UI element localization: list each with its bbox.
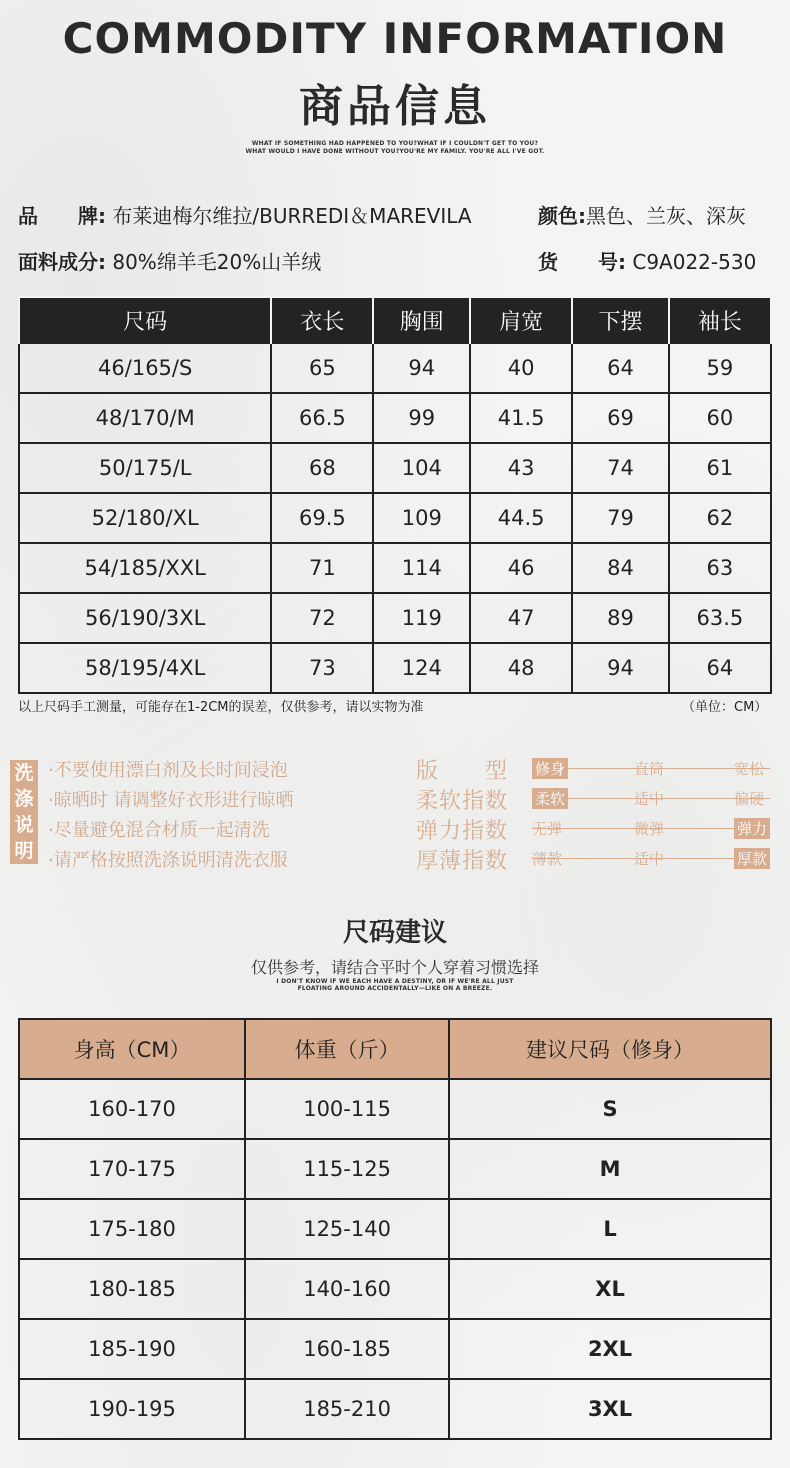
spec-cell: 60 bbox=[669, 393, 771, 443]
wash-item-3: ·尽量避免混合材质一起清洗 bbox=[48, 820, 270, 841]
height-cell: 160-170 bbox=[19, 1079, 245, 1139]
suggestion-header-cell: 体重（斤） bbox=[245, 1019, 449, 1079]
size-suggestion-table bbox=[18, 1018, 772, 1440]
weight-cell: 125-140 bbox=[245, 1199, 449, 1259]
brand-value: 布莱迪梅尔维拉/BURREDI＆MAREVILA bbox=[112, 204, 472, 228]
spec-cell: 84 bbox=[572, 543, 669, 593]
spec-row bbox=[19, 393, 771, 443]
wash-item-2: ·晾晒时 请调整好衣形进行晾晒 bbox=[48, 790, 294, 811]
spec-cell: 48 bbox=[470, 643, 572, 693]
spec-cell: 63.5 bbox=[669, 593, 771, 643]
fabric-label: 面料成分: bbox=[18, 250, 106, 274]
height-cell: 175-180 bbox=[19, 1199, 245, 1259]
size-cell: L bbox=[449, 1199, 771, 1259]
brand-label: 品 牌: bbox=[18, 204, 106, 228]
unit-note: （单位：CM） bbox=[682, 700, 768, 715]
suggestion-header-cell: 建议尺码（修身） bbox=[449, 1019, 771, 1079]
english-title: COMMODITY INFORMATION bbox=[62, 14, 728, 63]
attribute-option: 适中 bbox=[634, 790, 665, 808]
attribute-option: 偏硬 bbox=[734, 790, 765, 808]
spec-cell: 104 bbox=[373, 443, 470, 493]
spec-cell: 69 bbox=[572, 393, 669, 443]
tagline-line-1: WHAT IF SOMETHING HAD HAPPENED TO YOU?WHAT IF I COULDN'T GET TO YOU? bbox=[251, 140, 539, 147]
weight-cell: 185-210 bbox=[245, 1379, 449, 1439]
spec-cell: 48/170/M bbox=[19, 393, 271, 443]
attribute-option: 宽松 bbox=[734, 760, 765, 778]
size-cell: S bbox=[449, 1079, 771, 1139]
suggestion-tagline-1: I DON'T KNOW IF WE EACH HAVE A DESTINY, OR IF WE'RE ALL JUST bbox=[276, 978, 514, 985]
spec-cell: 62 bbox=[669, 493, 771, 543]
attribute-option: 微弹 bbox=[634, 820, 665, 838]
spec-row bbox=[19, 643, 771, 693]
size-suggestion-title: 尺码建议 bbox=[342, 918, 447, 948]
height-cell: 185-190 bbox=[19, 1319, 245, 1379]
attribute-option-selected: 弹力 bbox=[734, 818, 770, 839]
color-label: 颜色: bbox=[538, 204, 586, 228]
spec-cell: 58/195/4XL bbox=[19, 643, 271, 693]
spec-cell: 46 bbox=[470, 543, 572, 593]
size-suggestion-subtitle: 仅供参考，请结合平时个人穿着习惯选择 bbox=[250, 958, 539, 977]
spec-cell: 94 bbox=[572, 643, 669, 693]
spec-cell: 43 bbox=[470, 443, 572, 493]
spec-row bbox=[19, 493, 771, 543]
wash-item-4: ·请严格按照洗涤说明清洗衣服 bbox=[48, 850, 288, 871]
tagline-line-2: WHAT WOULD I HAVE DONE WITHOUT YOU?YOU'RE MY FAMILY. YOU'RE ALL I'VE GOT. bbox=[245, 148, 545, 155]
spec-cell: 44.5 bbox=[470, 493, 572, 543]
fabric-row bbox=[18, 246, 321, 275]
size-cell: XL bbox=[449, 1259, 771, 1319]
spec-row bbox=[19, 593, 771, 643]
spec-cell: 79 bbox=[572, 493, 669, 543]
spec-cell: 68 bbox=[271, 443, 373, 493]
spec-header-cell: 衣长 bbox=[271, 297, 373, 343]
spec-cell: 56/190/3XL bbox=[19, 593, 271, 643]
spec-cell: 72 bbox=[271, 593, 373, 643]
spec-cell: 63 bbox=[669, 543, 771, 593]
spec-cell: 40 bbox=[470, 343, 572, 393]
spec-cell: 66.5 bbox=[271, 393, 373, 443]
attribute-option-selected: 厚款 bbox=[734, 848, 770, 869]
spec-table-body bbox=[19, 343, 771, 693]
attribute-option: 适中 bbox=[634, 850, 665, 868]
spec-row bbox=[19, 343, 771, 393]
size-cell: 3XL bbox=[449, 1379, 771, 1439]
sku-label: 货 号: bbox=[538, 250, 626, 274]
spec-cell: 64 bbox=[572, 343, 669, 393]
measurement-note: 以上尺码手工测量，可能存在1-2CM的误差，仅供参考，请以实物为准 bbox=[18, 700, 424, 715]
spec-cell: 119 bbox=[373, 593, 470, 643]
attribute-option: 直筒 bbox=[634, 760, 665, 778]
attribute-option: 薄款 bbox=[532, 850, 563, 868]
wash-item-1: ·不要使用漂白剂及长时间浸泡 bbox=[48, 760, 288, 781]
spec-cell: 99 bbox=[373, 393, 470, 443]
height-cell: 190-195 bbox=[19, 1379, 245, 1439]
spec-cell: 71 bbox=[271, 543, 373, 593]
suggestion-row bbox=[19, 1259, 771, 1319]
suggestion-row bbox=[19, 1199, 771, 1259]
spec-cell: 69.5 bbox=[271, 493, 373, 543]
size-spec-table bbox=[18, 296, 772, 694]
spec-cell: 65 bbox=[271, 343, 373, 393]
spec-cell: 50/175/L bbox=[19, 443, 271, 493]
color-row bbox=[538, 200, 746, 229]
suggestion-row bbox=[19, 1139, 771, 1199]
spec-cell: 73 bbox=[271, 643, 373, 693]
attribute-label: 柔软指数 bbox=[416, 789, 509, 814]
spec-row bbox=[19, 443, 771, 493]
sku-row bbox=[538, 246, 756, 275]
height-cell: 180-185 bbox=[19, 1259, 245, 1319]
chinese-title: 商品信息 bbox=[299, 81, 491, 132]
height-cell: 170-175 bbox=[19, 1139, 245, 1199]
brand-row bbox=[18, 200, 472, 229]
wash-instructions-badge: 洗涤说明 bbox=[10, 760, 38, 864]
spec-cell: 46/165/S bbox=[19, 343, 271, 393]
attribute-label: 弹力指数 bbox=[416, 819, 509, 844]
attribute-label: 版 型 bbox=[416, 759, 509, 784]
spec-header-row bbox=[19, 297, 771, 343]
weight-cell: 100-115 bbox=[245, 1079, 449, 1139]
spec-cell: 114 bbox=[373, 543, 470, 593]
size-cell: M bbox=[449, 1139, 771, 1199]
spec-cell: 74 bbox=[572, 443, 669, 493]
fabric-value: 80%绵羊毛20%山羊绒 bbox=[112, 250, 322, 274]
color-value: 黑色、兰灰、深灰 bbox=[586, 204, 746, 228]
spec-cell: 59 bbox=[669, 343, 771, 393]
weight-cell: 140-160 bbox=[245, 1259, 449, 1319]
suggestion-row bbox=[19, 1079, 771, 1139]
spec-cell: 61 bbox=[669, 443, 771, 493]
suggestion-row bbox=[19, 1319, 771, 1379]
spec-header-cell: 肩宽 bbox=[470, 297, 572, 343]
attribute-option: 无弹 bbox=[532, 820, 563, 838]
sku-value: C9A022-530 bbox=[632, 250, 757, 274]
weight-cell: 160-185 bbox=[245, 1319, 449, 1379]
size-cell: 2XL bbox=[449, 1319, 771, 1379]
spec-header-cell: 尺码 bbox=[19, 297, 271, 343]
suggestion-header-cell: 身高（CM） bbox=[19, 1019, 245, 1079]
spec-cell: 89 bbox=[572, 593, 669, 643]
spec-cell: 41.5 bbox=[470, 393, 572, 443]
spec-cell: 64 bbox=[669, 643, 771, 693]
suggestion-tagline-2: FLOATING AROUND ACCIDENTALLY—LIKE ON A BREEZE. bbox=[297, 985, 493, 992]
spec-cell: 47 bbox=[470, 593, 572, 643]
attribute-option-selected: 修身 bbox=[532, 758, 568, 779]
spec-header-cell: 下摆 bbox=[572, 297, 669, 343]
spec-cell: 52/180/XL bbox=[19, 493, 271, 543]
weight-cell: 115-125 bbox=[245, 1139, 449, 1199]
suggestion-row bbox=[19, 1379, 771, 1439]
attribute-label: 厚薄指数 bbox=[416, 849, 509, 874]
spec-cell: 109 bbox=[373, 493, 470, 543]
spec-row bbox=[19, 543, 771, 593]
suggestion-table-body bbox=[19, 1079, 771, 1439]
spec-cell: 94 bbox=[373, 343, 470, 393]
spec-cell: 124 bbox=[373, 643, 470, 693]
spec-header-cell: 袖长 bbox=[669, 297, 771, 343]
spec-cell: 54/185/XXL bbox=[19, 543, 271, 593]
suggestion-header-row bbox=[19, 1019, 771, 1079]
spec-header-cell: 胸围 bbox=[373, 297, 470, 343]
attribute-option-selected: 柔软 bbox=[532, 788, 568, 809]
